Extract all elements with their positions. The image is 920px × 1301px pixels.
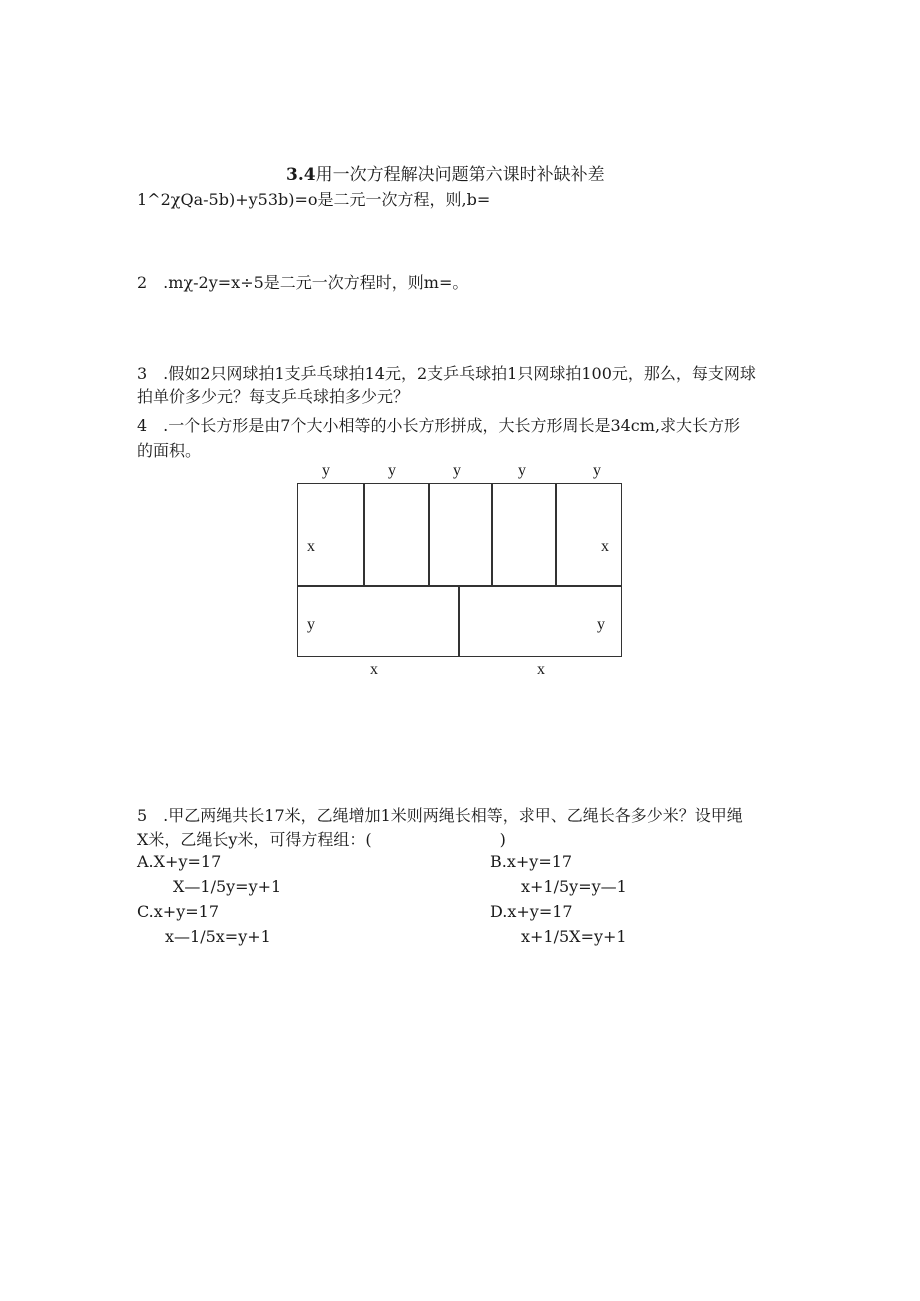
option-a-eq-1: A.X+y=17 bbox=[137, 852, 222, 871]
question-5-line-1: 5 .甲乙两绳共长17米，乙绳增加1米则两绳长相等，求甲、乙绳长各多少米？设甲绳 bbox=[137, 806, 743, 825]
left-label-x: x bbox=[307, 538, 315, 555]
small-rect-1 bbox=[297, 483, 365, 587]
bottom-label-x-2: x bbox=[537, 661, 545, 678]
question-4-line-1: 4 .一个长方形是由7个大小相等的小长方形拼成，大长方形周长是34cm,求大长方形 bbox=[137, 416, 741, 435]
question-1: 1^2χQa-5b)+y53b)=o是二元一次方程，则,b= bbox=[137, 190, 491, 209]
option-c-eq-1: C.x+y=17 bbox=[137, 902, 219, 921]
top-label-y-5: y bbox=[593, 462, 601, 479]
option-b-eq-2: x+1/5y=y—1 bbox=[521, 877, 627, 896]
option-a-eq-2: X—1/5y=y+1 bbox=[173, 877, 282, 896]
title-text: 用一次方程解决问题第六课时补缺补差 bbox=[315, 165, 605, 185]
top-label-y-4: y bbox=[518, 462, 526, 479]
right-label-y: y bbox=[597, 616, 605, 633]
right-label-x: x bbox=[601, 538, 609, 555]
top-label-y-1: y bbox=[322, 462, 330, 479]
small-rect-6 bbox=[297, 585, 460, 657]
question-4-line-2: 的面积。 bbox=[137, 441, 202, 460]
option-d-eq-2: x+1/5X=y+1 bbox=[521, 927, 627, 946]
left-label-y: y bbox=[307, 616, 315, 633]
question-3-line-2: 拍单价多少元？每支乒乓球拍多少元？ bbox=[137, 387, 410, 406]
title-number: 3.4 bbox=[286, 165, 316, 185]
small-rect-4 bbox=[491, 483, 557, 587]
small-rect-5 bbox=[555, 483, 622, 587]
option-b-eq-1: B.x+y=17 bbox=[490, 852, 573, 871]
small-rect-3 bbox=[428, 483, 493, 587]
top-label-y-3: y bbox=[453, 462, 461, 479]
page-title bbox=[286, 160, 605, 185]
option-c-eq-2: x—1/5x=y+1 bbox=[165, 927, 271, 946]
question-5-line-2: X米，乙绳长y米，可得方程组：( ) bbox=[137, 830, 506, 849]
question-2: 2 .mχ-2y=x÷5是二元一次方程时，则m=。 bbox=[137, 273, 469, 292]
question-3-line-1: 3 .假如2只网球拍1支乒乓球拍14元，2支乒乓球拍1只网球拍100元，那么，每支网球 bbox=[137, 364, 756, 383]
bottom-label-x-1: x bbox=[370, 661, 378, 678]
top-label-y-2: y bbox=[388, 462, 396, 479]
option-d-eq-1: D.x+y=17 bbox=[490, 902, 573, 921]
small-rect-2 bbox=[363, 483, 430, 587]
